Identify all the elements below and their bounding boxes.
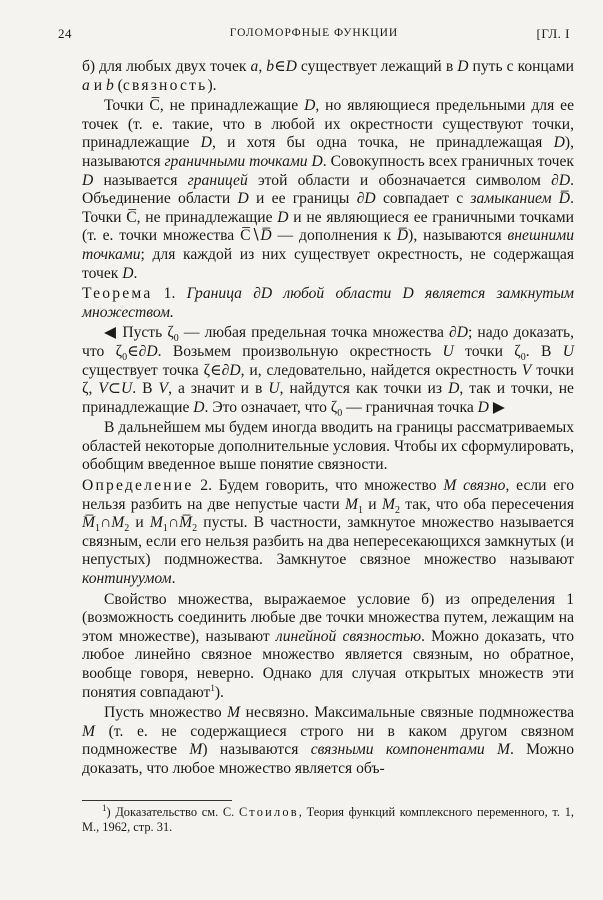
running-header bbox=[58, 26, 570, 46]
running-title: ГОЛОМОРФНЫЕ ФУНКЦИИ bbox=[229, 27, 399, 39]
page-number: 24 bbox=[58, 26, 72, 41]
paragraph-connected-components: Пусть множество M несвязно. Максимальные связные подмножества M (т. е. не содержащиеся строго ни в каком другом связном подмножестве M) называются связными компонентами M. Можно доказать, что любое множество является объ- bbox=[82, 704, 574, 777]
footnote: $^1$) Доказательство см. С. Стоилов, Теория функций комплексного переменного, т. 1, М., 1962, стр. 31. bbox=[82, 802, 575, 834]
footnote-rule bbox=[82, 800, 232, 801]
paragraph-additional-conditions: В дальнейшем мы будем иногда вводить на границы рассматриваемых областей некоторые дополнительные условия. Чтобы их сформулировать, обобщим введенное выше понятие связности. bbox=[82, 419, 574, 474]
paragraph-connectivity-condition: б) для любых двух точек a, b∈D существует лежащий в D путь с концами a и b (связность). bbox=[82, 58, 574, 94]
body-text bbox=[82, 58, 574, 781]
theorem-1: Теорема 1. Граница ∂D любой области D является замкнутым множеством. bbox=[82, 285, 574, 321]
paragraph-linear-connectivity: Свойство множества, выражаемое условие б) из определения 1 (возможность соединить любые две точки множества путем, лежащим на этом множестве), называют линейной связностью. Можно доказать, что любое линейно связное множество является связным, но обратное, вообще говоря, неверно. Однако для случая открытых множеств эти понятия совпадают$^1$). bbox=[82, 590, 575, 701]
chapter-label: [ГЛ. I bbox=[536, 26, 570, 41]
paragraph-boundary-definition: Точки C̅, не принадлежащие D, но являющиеся предельными для ее точек (т. е. такие, что в любой их окрестности существуют точки, принадлежащие D, и хотя бы одна точка, не принадлежащая D), называются граничными точками D. Совокупность всех граничных точек D называется границей этой области и обозначается символом ∂D. Объединение области D и ее границы ∂D совпадает с замыканием D̅. Точки C̅, не принадлежащие D и не являющиеся ее граничными точками (т. е. точки множества C̅∖D̅ — дополнения к D̅), называются внешними точками; для каждой из них существует окрестность, не содержащая точек D. bbox=[82, 97, 575, 282]
definition-2: Определение 2. Будем говорить, что множество M связно, если его нельзя разбить на две непустые части $M_1$ и $M_2$ так, что оба пересечения $M̅_1\cap M_2$ и $M_1\cap M̅_2$ пусты. В частности, замкнутое множество называется связным, если его нельзя разбить на два непересекающихся замкнутых (и непустых) подмножества. Замкнутое связное множество называют континуумом. bbox=[82, 477, 574, 588]
proof-theorem-1: ◀ Пусть $\zeta_0$ — любая предельная точка множества ∂D; надо доказать, что $\zeta_0\in\partial D$. Возьмем произвольную окрестность U точки $\zeta_0$. В U существует точка ζ∈∂D, и, следовательно, найдется окрестность V точки ζ, V⊂U. В V, а значит и в U, найдутся как точки из D, так и точки, не принадлежащие D. Это означает, что $\zeta_0$ — граничная точка D ▶ bbox=[82, 324, 574, 419]
